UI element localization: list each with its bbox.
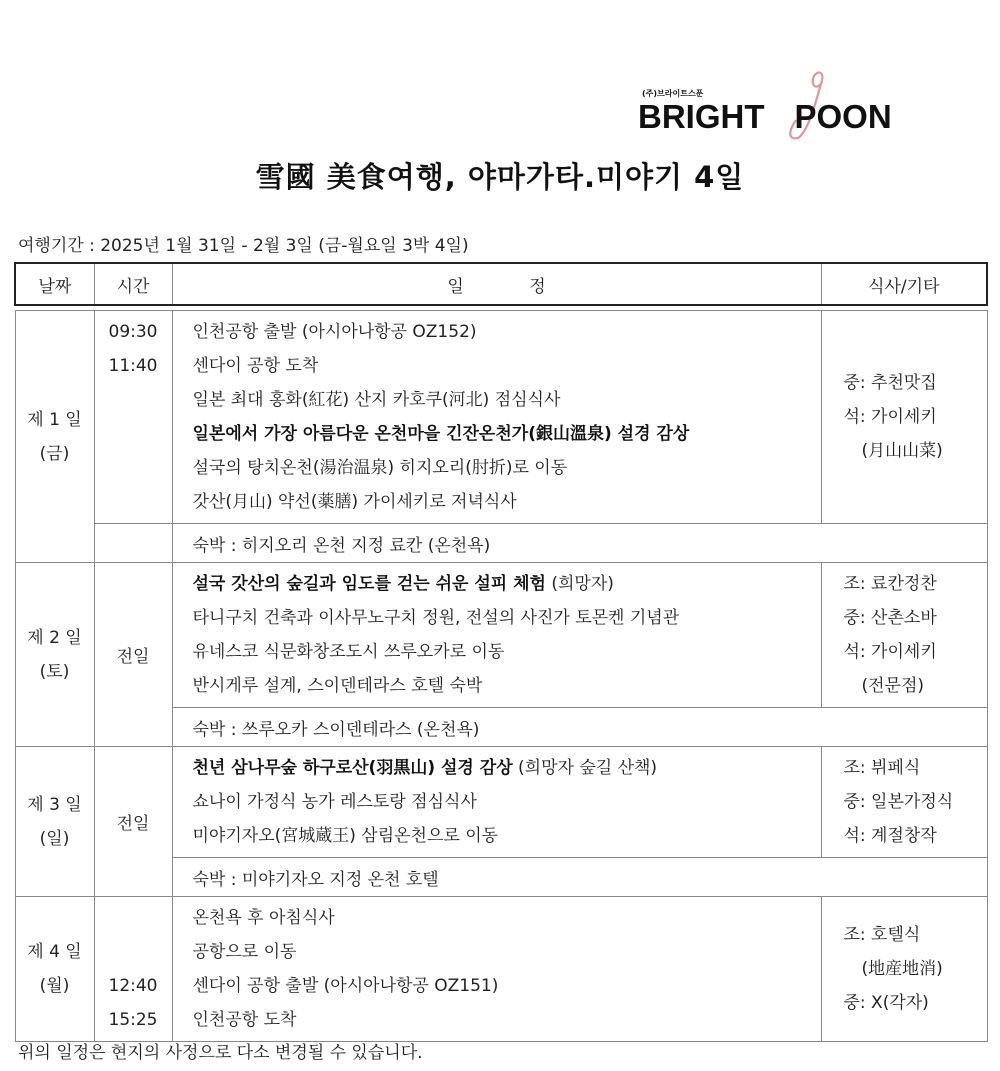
highlight-text: 일본에서 가장 아름다운 온천마을 긴잔온천가(銀山溫泉) 설경 감상 — [192, 424, 690, 444]
list-item: 센다이 공항 도착 — [192, 356, 319, 376]
list-item: 유네스코 식문화창조도시 쓰루오카로 이동 — [192, 642, 505, 662]
list-item — [193, 417, 821, 451]
time-value: 09:30 — [108, 322, 158, 342]
time-value: 15:25 — [108, 1010, 158, 1030]
day-of-week: (토) — [39, 661, 70, 682]
meal-item: 석: 가이세키 — [843, 407, 937, 427]
highlight-text: 천년 삼나무숲 하구로산(羽黒山) 설경 감상 — [192, 758, 513, 778]
day-cell — [15, 897, 94, 1042]
meal-item: 석: 가이세키 — [843, 642, 937, 662]
stay-cell: 숙박 : 쓰루오카 스이덴테라스 (온천욕) — [172, 708, 987, 747]
meal-item: 조: 호텔식 — [843, 925, 921, 945]
schedule-cell — [172, 563, 821, 708]
list-item: 타니구치 건축과 이사무노구치 정원, 전설의 사진가 토몬켄 기념관 — [192, 608, 680, 628]
header-schedule — [172, 263, 821, 305]
day-of-week: (금) — [39, 443, 70, 464]
time-value — [95, 901, 172, 935]
header-meals: 식사/기타 — [821, 263, 987, 305]
meal-item: 중: 일본가정식 — [843, 792, 954, 812]
logo-word-right: POON — [794, 98, 892, 135]
time-cell: 전일 — [94, 563, 172, 747]
day-label: 제 2 일 — [27, 627, 82, 648]
footnote: 위의 일정은 현지의 사정으로 다소 변경될 수 있습니다. — [18, 1043, 423, 1063]
meal-item: 중: X(각자) — [843, 993, 929, 1013]
meals-cell — [821, 747, 987, 858]
schedule-cell — [172, 897, 821, 1042]
table-row — [15, 897, 987, 1042]
header-date: 날짜 — [15, 263, 94, 305]
list-item: 센다이 공항 출발 (아시아나항공 OZ151) — [192, 976, 499, 996]
meal-item: (전문점) — [861, 676, 925, 696]
time-cell — [94, 311, 172, 524]
list-item: 미야기자오(宮城蔵王) 삼림온천으로 이동 — [192, 826, 499, 846]
meal-item: 석: 계절창작 — [843, 826, 937, 846]
list-item — [193, 567, 821, 601]
day-cell — [15, 311, 94, 563]
table-row — [15, 563, 987, 708]
highlight-text: 설국 갓산의 숲길과 임도를 걷는 쉬운 설피 체험 — [192, 574, 546, 594]
note-text: (희망자 숲길 산책) — [512, 758, 658, 778]
brand-logo — [638, 70, 903, 140]
list-item: 인천공항 도착 — [192, 1010, 297, 1030]
table-row — [15, 747, 987, 858]
day-label: 제 3 일 — [27, 794, 82, 815]
meal-item: (地産地消) — [861, 959, 943, 979]
time-value: 12:40 — [108, 976, 158, 996]
table-header-row — [15, 263, 987, 305]
travel-period: 여행기간 : 2025년 1월 31일 - 2월 3일 (금-월요일 3박 4일) — [18, 236, 469, 256]
stay-cell: 숙박 : 히지오리 온천 지정 료칸 (온천욕) — [172, 524, 987, 563]
meals-cell — [821, 897, 987, 1042]
time-value: 11:40 — [108, 356, 158, 376]
day-cell — [15, 563, 94, 747]
list-item: 온천욕 후 아침식사 — [192, 908, 335, 928]
list-item: 인천공항 출발 (아시아나항공 OZ152) — [192, 322, 477, 342]
schedule-cell — [172, 311, 821, 524]
meal-item: 조: 뷔페식 — [843, 758, 921, 778]
list-item: 갓산(月山) 약선(薬膳) 가이세키로 저녁식사 — [192, 492, 517, 512]
time-value — [95, 935, 172, 969]
list-item: 반시게루 설계, 스이덴테라스 호텔 숙박 — [192, 676, 483, 696]
meal-item: 조: 료칸정찬 — [843, 574, 937, 594]
logo-wordmark — [638, 98, 892, 136]
meals-cell — [821, 563, 987, 708]
list-item — [193, 751, 821, 785]
day-cell — [15, 747, 94, 897]
time-cell: 전일 — [94, 747, 172, 897]
time-cell-empty — [94, 524, 172, 563]
schedule-cell — [172, 747, 821, 858]
meal-item: 중: 추천맛집 — [843, 373, 937, 393]
page-title: 雪國 美食여행, 야마가타.미야기 4일 — [255, 160, 745, 194]
meal-item: 중: 산촌소바 — [843, 608, 937, 628]
day-label: 제 4 일 — [27, 942, 82, 962]
header-schedule-label: 일 정 — [447, 276, 546, 297]
logo-company-name: (주)브라이트스푼 — [642, 89, 704, 98]
note-text: (희망자) — [545, 574, 614, 594]
day-of-week: (월) — [39, 976, 70, 996]
list-item: 공항으로 이동 — [192, 942, 297, 962]
schedule-table — [14, 262, 988, 1042]
time-cell — [94, 897, 172, 1042]
day-of-week: (일) — [39, 828, 70, 849]
list-item: 일본 최대 홍화(紅花) 산지 카호쿠(河北) 점심식사 — [192, 390, 561, 410]
header-time: 시간 — [94, 263, 172, 305]
table-row — [15, 311, 987, 524]
stay-cell: 숙박 : 미야기자오 지정 온천 호텔 — [172, 858, 987, 897]
day-label: 제 1 일 — [27, 409, 82, 430]
logo-word-left: BRIGHT — [638, 98, 765, 135]
list-item: 설국의 탕치온천(湯治温泉) 히지오리(肘折)로 이동 — [192, 458, 568, 478]
meal-item: (月山山菜) — [861, 441, 943, 461]
list-item: 쇼나이 가정식 농가 레스토랑 점심식사 — [192, 792, 477, 812]
meals-cell — [821, 311, 987, 524]
table-row — [15, 524, 987, 563]
